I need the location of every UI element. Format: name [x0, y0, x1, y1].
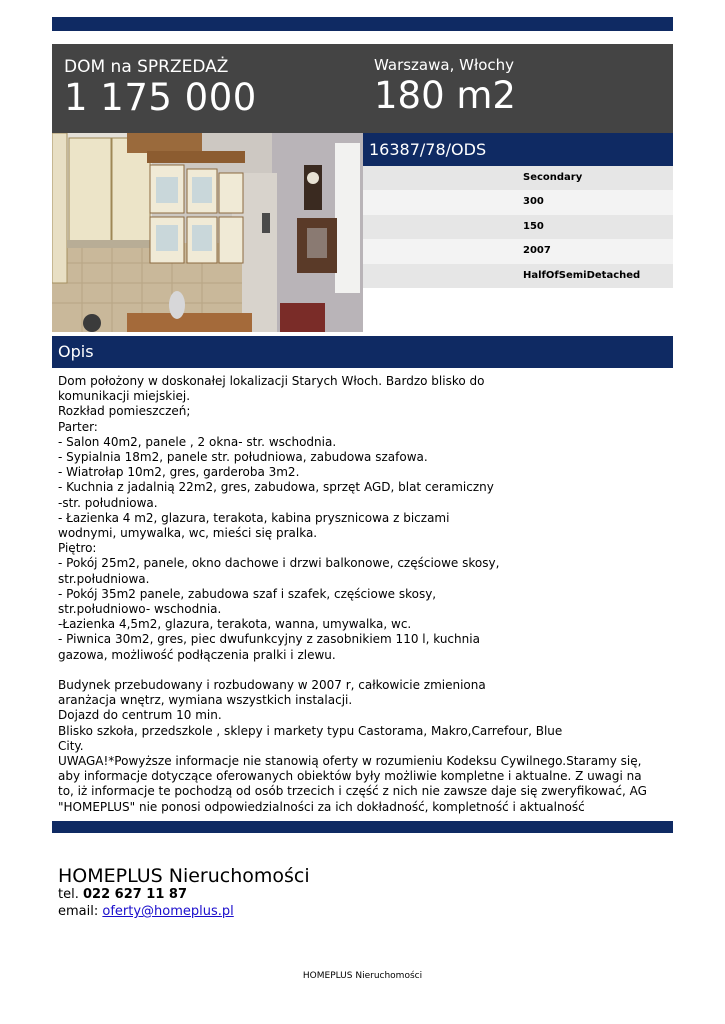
reference-number: 16387/78/ODS: [363, 133, 673, 166]
property-detail-row: Secondary: [363, 166, 673, 190]
property-detail-row: HalfOfSemiDetached: [363, 264, 673, 288]
property-photo: [52, 133, 363, 332]
header-left: [64, 57, 257, 119]
email-line: [58, 903, 234, 920]
property-area: 180 m2: [374, 74, 516, 117]
bottom-accent-bar: [52, 821, 673, 833]
header-right: [374, 56, 516, 117]
description-body: [58, 374, 664, 815]
description-text: Dom położony w doskonałej lokalizacji Starych Włoch. Bardzo blisko do komunikacji miejskiej. Rozkład pomieszczeń; Parter: - Salon 40m2, panele , 2 okna- str. wschodnia. - Sypialnia 18m2, panele str. południowa, zabudowa szafowa. - Wiatrołap 10m2, gres, garderoba 3m2. - Kuchnia z jadalnią 22m2, gres, zabudowa, sprzęt AGD, blat ceramiczny -str. południowa. - Łazienka 4 m2, glazura, terakota, kabina prysznicowa z biczami wodnymi, umywalka, wc, mieści się pralka. Piętro: - Pokój 25m2, panele, okno dachowe i drzwi balkonowe, częściowe skosy, str.południowa. - Pokój 35m2 panele, zabudowa szaf i szafek, częściowe skosy, str.południowo- wschodnia. -Łazienka 4,5m2, glazura, terakota, wanna, umywalka, wc. - Piwnica 30m2, gres, piec dwufunkcyjny z zasobnikiem 110 l, kuchnia gazowa, możliwość podłączenia pralki i zlewu. Budynek przebudowany i rozbudowany w 2007 r, całkowicie zmieniona aranżacja wnętrz, wymiana wszystkich instalacji. Dojazd do centrum 10 min. Blisko szkoła, przedszkole , sklepy i markety typu Castorama, Makro,Carrefour, Blue City. UWAGA!*Powyższe informacje nie stanowią oferty w rozumieniu Kodeksu Cywilnego.Staramy się, aby informacje dotyczące oferowanych obiektów były możliwie kompletne i aktualne. Z uwagi na to, iż informacje te pochodzą od osób trzecich i część z nich nie zawsze daje się zweryfikować, AG "HOMEPLUS" nie ponosi odpowiedzialności za ich dokładność, kompletność i aktualność: [58, 374, 647, 814]
description-heading: Opis: [52, 336, 673, 368]
phone-label: tel.: [58, 887, 79, 902]
property-location: Warszawa, Włochy: [374, 56, 515, 74]
phone-number: 022 627 11 87: [82, 887, 188, 902]
email-label: email:: [58, 904, 99, 919]
email-link[interactable]: oferty@homeplus.pl: [102, 904, 234, 919]
property-details-table: [363, 166, 673, 288]
property-detail-row: 300: [363, 190, 673, 214]
listing-header: [52, 44, 673, 133]
company-name: HOMEPLUS Nieruchomości: [58, 865, 310, 887]
property-kind: DOM na SPRZEDAŻ: [64, 57, 229, 77]
page-footer: HOMEPLUS Nieruchomości: [302, 971, 423, 981]
property-price: 1 175 000: [64, 76, 257, 119]
property-detail-row: 2007: [363, 239, 673, 263]
property-detail-row: 150: [363, 215, 673, 239]
phone-line: [58, 886, 187, 903]
top-accent-bar: [52, 17, 673, 31]
kitchen-photo-illustration: [52, 133, 363, 332]
